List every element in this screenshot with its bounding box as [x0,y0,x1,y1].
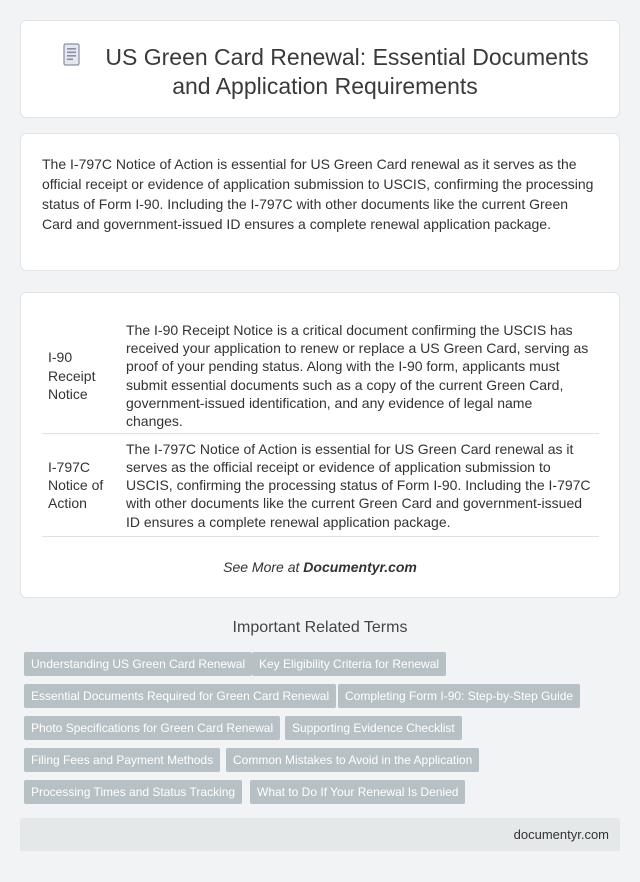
table-row [42,318,599,434]
related-term-chip[interactable]: Common Mistakes to Avoid in the Application [226,748,479,772]
description-cell: The I-797C Notice of Action is essential for US Green Card renewal as it serves as the official receipt or evidence of application submission to USCIS, confirming the processing status of Form I-90. Including the I-797C with other documents like the current Green Card and government-issued ID ensures a complete renewal application package. [119,434,599,537]
table-card [20,292,620,598]
see-more-link[interactable] [21,559,619,575]
see-more-prefix: See More at [223,559,304,575]
see-more-site[interactable]: Documentyr.com [303,559,417,575]
documents-table [42,318,599,537]
related-term-chip[interactable]: What to Do If Your Renewal Is Denied [250,780,465,804]
term-cell: I-90 Receipt Notice [42,318,119,434]
related-term-chip[interactable]: Completing Form I-90: Step-by-Step Guide [338,684,580,708]
title-line-1: US Green Card Renewal: Essential Documents [105,44,589,70]
page-title [51,43,599,101]
related-term-chip[interactable]: Key Eligibility Criteria for Renewal [252,652,446,676]
footer-site[interactable]: documentyr.com [513,827,609,842]
related-term-chip[interactable]: Photo Specifications for Green Card Renewal [24,716,280,740]
document-icon [61,43,83,67]
related-term-chip[interactable]: Processing Times and Status Tracking [24,780,242,804]
related-term-chip[interactable]: Supporting Evidence Checklist [285,716,462,740]
footer-bar [20,818,620,851]
title-line-2: and Application Requirements [172,73,478,99]
header-card [20,20,620,118]
summary-text: The I-797C Notice of Action is essential for US Green Card renewal as it serves as the official receipt or evidence of application submission to USCIS, confirming the processing status of Form I-90. Including the I-797C with other documents like the current Green Card and government-issued ID ensures a complete renewal application package. [42,156,594,232]
related-term-chip[interactable]: Essential Documents Required for Green Card Renewal [24,684,336,708]
description-cell: The I-90 Receipt Notice is a critical document confirming the USCIS has received your application to renew or replace a US Green Card, serving as proof of your pending status. Along with the I-90 form, applicants must submit essential documents such as a copy of the current Green Card, government-issued identification, and any evidence of legal name changes. [119,318,599,434]
related-term-chip[interactable]: Filing Fees and Payment Methods [24,748,220,772]
related-terms-heading: Important Related Terms [232,619,408,636]
term-cell: I-797C Notice of Action [42,434,119,537]
table-row [42,434,599,537]
related-term-chip[interactable]: Understanding US Green Card Renewal [24,652,252,676]
summary-card [20,133,620,271]
